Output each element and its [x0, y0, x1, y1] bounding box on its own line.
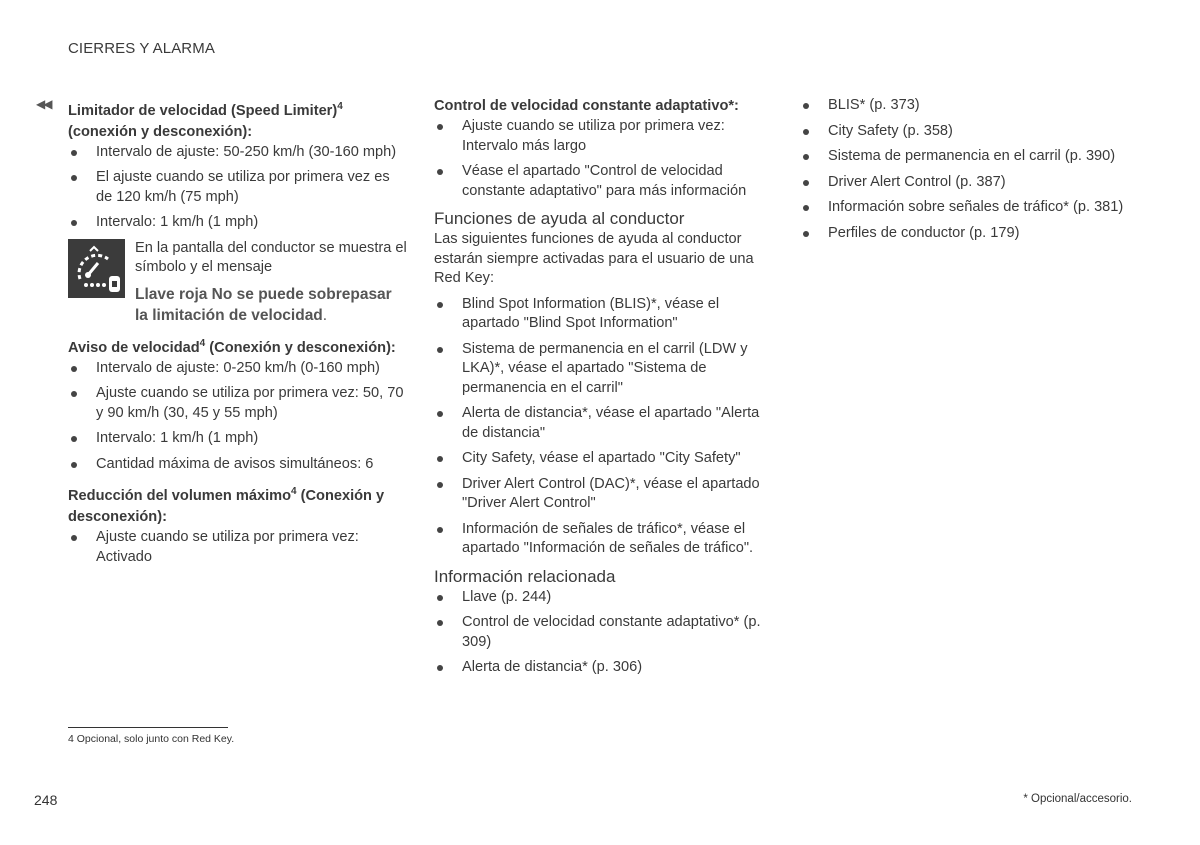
list-item: Intervalo de ajuste: 0-250 km/h (0-160 mph) — [68, 359, 408, 379]
related-link[interactable]: Información sobre señales de tráfico* (p. 381) — [800, 198, 1145, 218]
list-item: Información de señales de tráfico*, véase el apartado "Información de señales de tráfico". — [434, 520, 774, 559]
speed-warning-list — [68, 359, 408, 475]
list-item: City Safety, véase el apartado "City Safety" — [434, 449, 774, 469]
list-item: Ajuste cuando se utiliza por primera vez: 50, 70 y 90 km/h (30, 45 y 55 mph) — [68, 384, 408, 423]
volume-list — [68, 528, 408, 567]
related-link[interactable]: Control de velocidad constante adaptativo* (p. 309) — [434, 613, 774, 652]
list-item: Intervalo: 1 km/h (1 mph) — [68, 429, 408, 449]
list-item: Blind Spot Information (BLIS)*, véase el apartado "Blind Spot Information" — [434, 295, 774, 334]
driver-assist-intro: Las siguientes funciones de ayuda al conductor estarán siempre activadas para el usuario de una Red Key: — [434, 231, 754, 286]
related-info-section — [434, 566, 774, 678]
related-link[interactable]: BLIS* (p. 373) — [800, 96, 1145, 116]
related-link[interactable]: Alerta de distancia* (p. 306) — [434, 658, 774, 678]
speed-limiter-message: Llave roja No se puede sobrepasar la limitación de velocidad. — [135, 285, 392, 324]
list-item: Intervalo de ajuste: 50-250 km/h (30-160 mph) — [68, 143, 408, 163]
speed-warning-heading: Aviso de velocidad$^4$ (Conexión y desconexión): — [68, 337, 396, 356]
speed-limiter-symbol-text: En la pantalla del conductor se muestra el símbolo y el mensaje Llave roja No se puede sobrepasar la limitación de velocidad. — [135, 239, 407, 324]
speed-limiter-symbol-row — [68, 239, 408, 326]
related-info-list-continued — [800, 96, 1145, 243]
list-item: Cantidad máxima de avisos simultáneos: 6 — [68, 455, 408, 475]
column-2 — [434, 96, 774, 685]
footnote-divider — [68, 727, 228, 728]
related-info-heading: Información relacionada — [434, 566, 616, 586]
speed-limiter-heading: Limitador de velocidad (Speed Limiter)$^4$ (conexión y desconexión): — [68, 101, 343, 140]
volume-heading: Reducción del volumen máximo$^4$ (Conexión y desconexión): — [68, 486, 385, 526]
list-item: Driver Alert Control (DAC)*, véase el apartado "Driver Alert Control" — [434, 475, 774, 514]
back-nav-icon[interactable]: ◀◀ — [36, 97, 51, 111]
acc-heading: Control de velocidad constante adaptativo*: — [434, 98, 739, 114]
driver-assist-heading: Funciones de ayuda al conductor — [434, 209, 685, 228]
speed-limiter-icon — [68, 239, 125, 298]
column-3 — [800, 96, 1145, 249]
related-link[interactable]: City Safety (p. 358) — [800, 122, 1145, 142]
column-1 — [68, 96, 408, 574]
list-item: El ajuste cuando se utiliza por primera vez es de 120 km/h (75 mph) — [68, 168, 408, 207]
list-item: Sistema de permanencia en el carril (LDW y LKA)*, véase el apartado "Sistema de permanencia en el carril" — [434, 340, 774, 399]
page-number: 248 — [34, 792, 58, 808]
speed-warning-section — [68, 333, 408, 474]
footnote: 4 Opcional, solo junto con Red Key. — [68, 733, 235, 745]
volume-section — [68, 481, 408, 567]
related-link[interactable]: Sistema de permanencia en el carril (p. 390) — [800, 147, 1145, 167]
acc-list — [434, 117, 774, 201]
speed-limiter-section — [68, 96, 408, 326]
driver-assist-list — [434, 295, 774, 559]
related-info-list — [434, 588, 774, 678]
list-item: Alerta de distancia*, véase el apartado "Alerta de distancia" — [434, 404, 774, 443]
driver-assist-section — [434, 208, 774, 559]
list-item: Intervalo: 1 km/h (1 mph) — [68, 213, 408, 233]
optional-note: * Opcional/accesorio. — [1023, 793, 1132, 805]
acc-section — [434, 96, 774, 201]
related-link[interactable]: Perfiles de conductor (p. 179) — [800, 224, 1145, 244]
related-link[interactable]: Driver Alert Control (p. 387) — [800, 173, 1145, 193]
list-item: Véase el apartado "Control de velocidad constante adaptativo" para más información — [434, 162, 774, 201]
list-item: Ajuste cuando se utiliza por primera vez: Activado — [68, 528, 408, 567]
page-header: CIERRES Y ALARMA — [68, 40, 215, 57]
speed-limiter-list — [68, 143, 408, 233]
list-item: Ajuste cuando se utiliza por primera vez: Intervalo más largo — [434, 117, 774, 156]
related-link[interactable]: Llave (p. 244) — [434, 588, 774, 608]
